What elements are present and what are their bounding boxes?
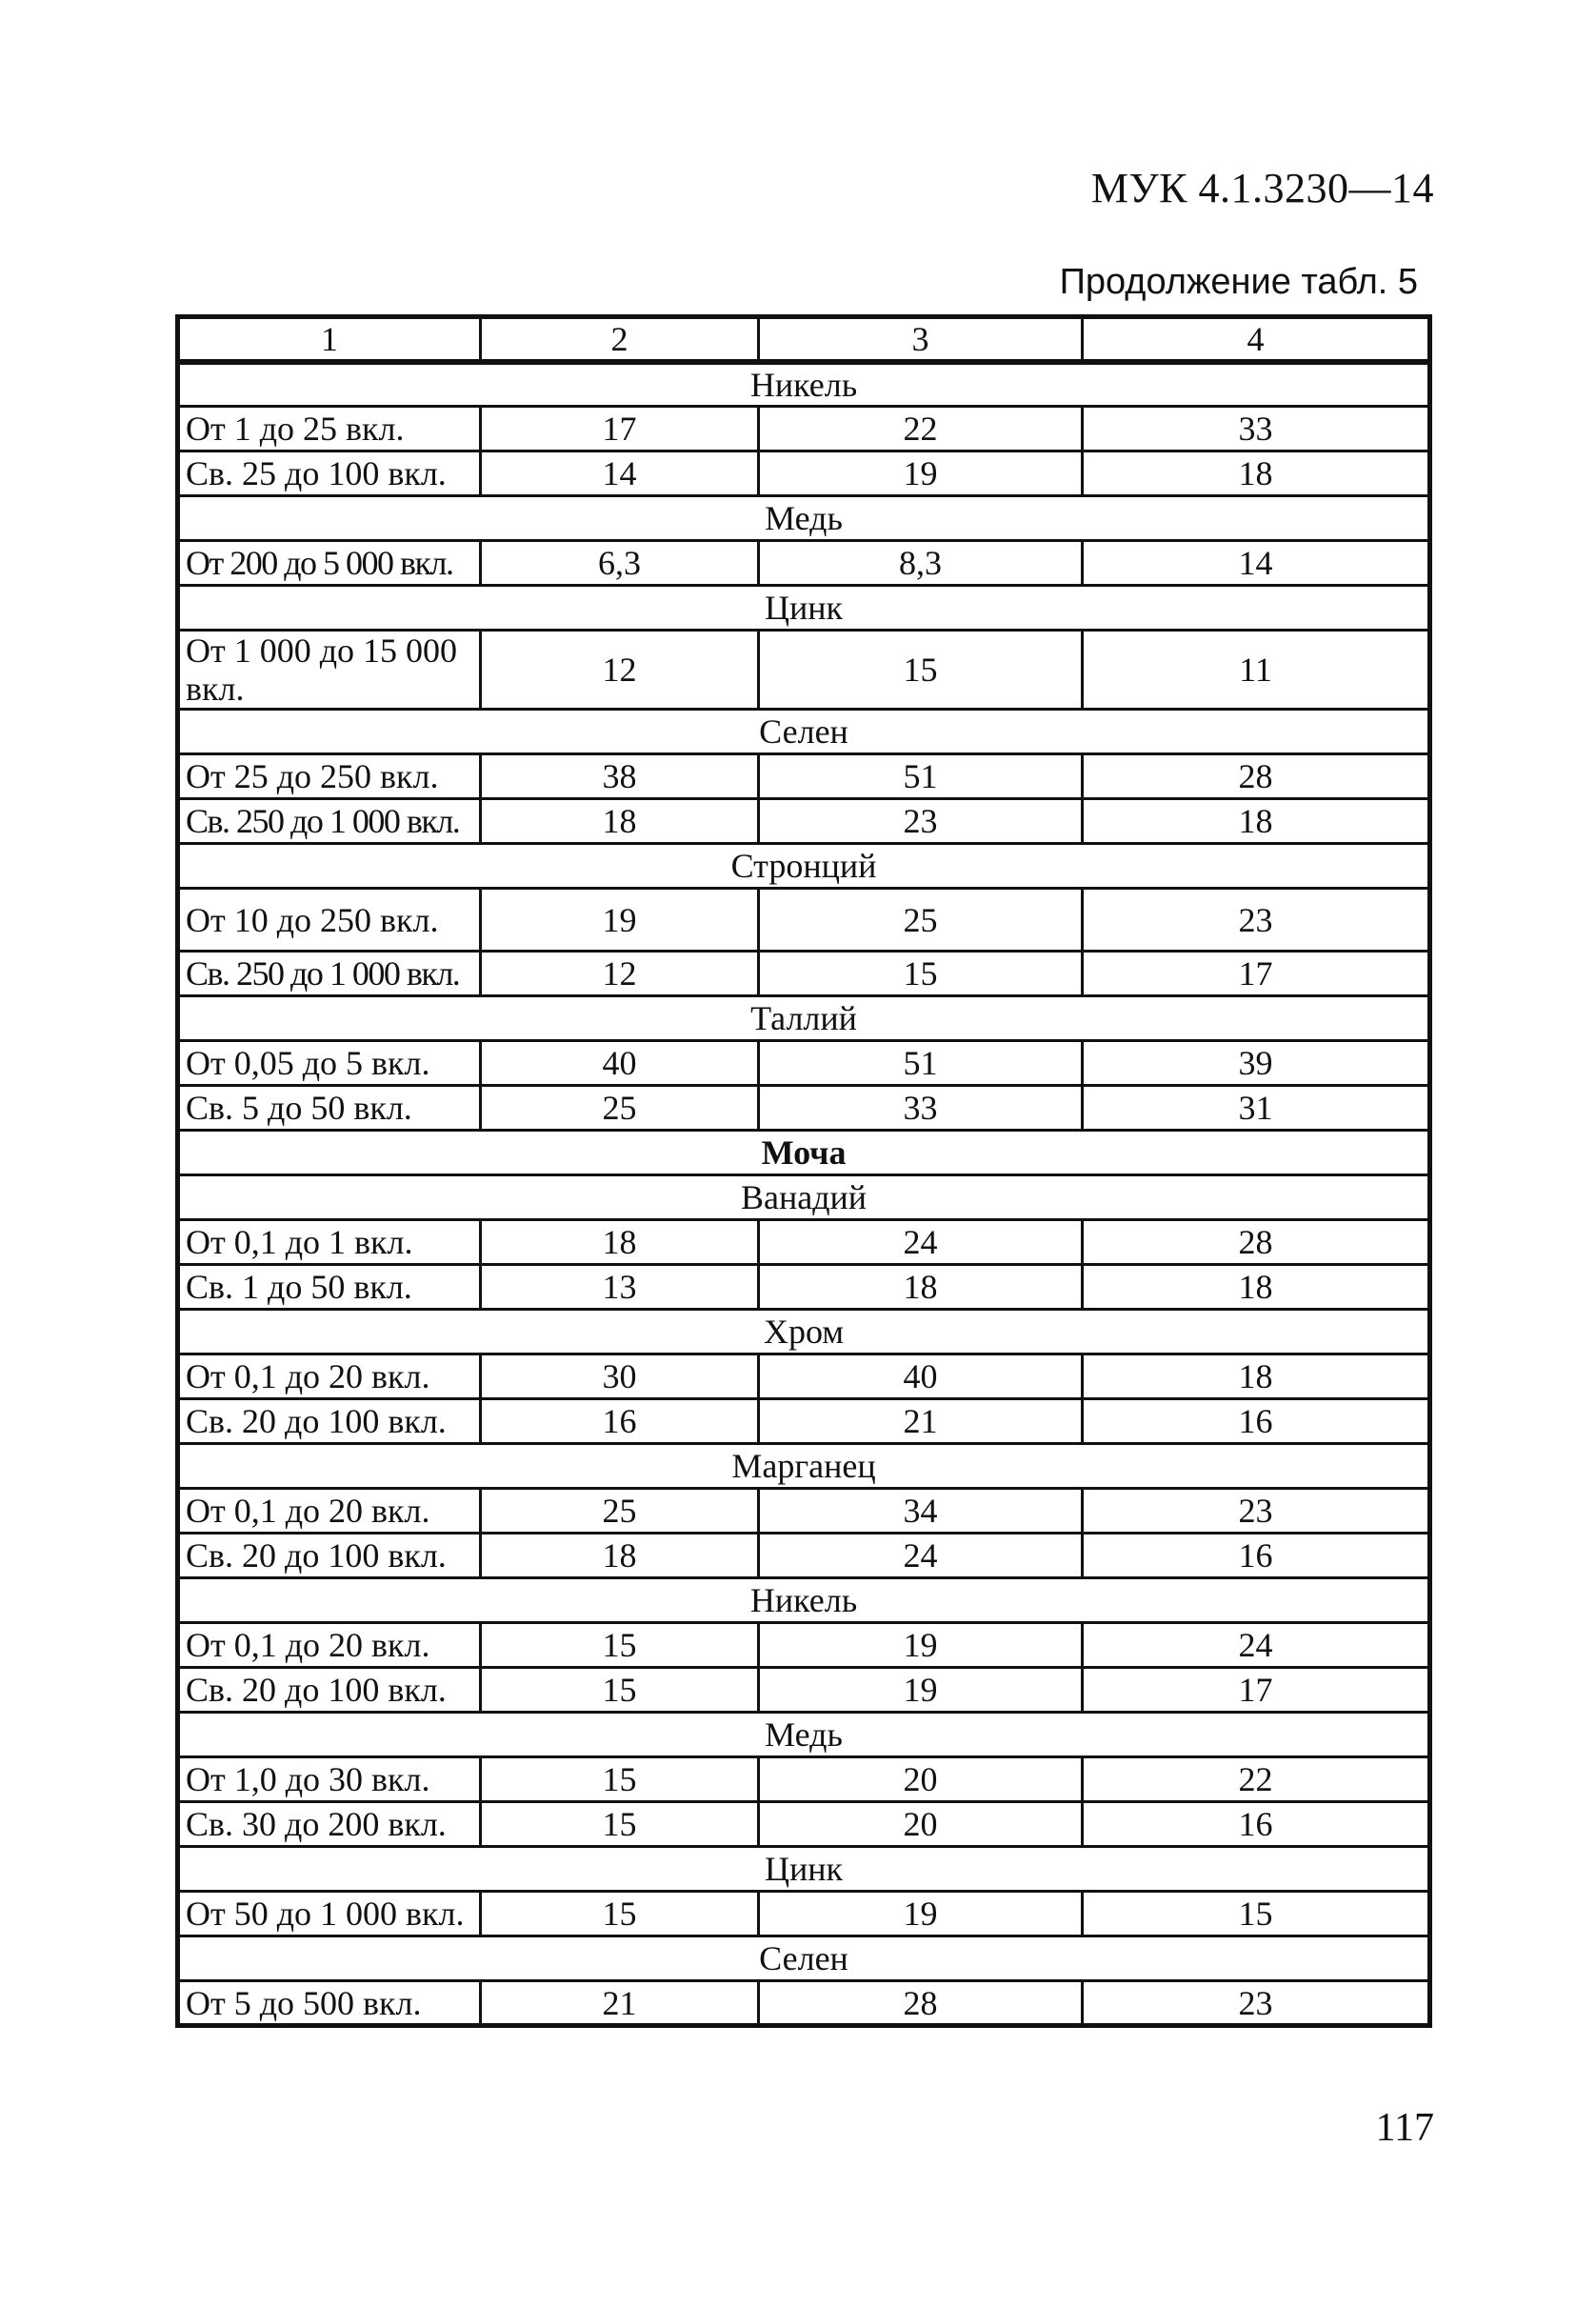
value-cell: 39 <box>1083 1041 1430 1086</box>
value-cell: 34 <box>759 1489 1083 1534</box>
table-row <box>178 1220 1430 1265</box>
value-cell: 51 <box>759 1041 1083 1086</box>
value-cell: 13 <box>481 1265 759 1310</box>
value-cell: 24 <box>759 1220 1083 1265</box>
value-cell: 15 <box>1083 1892 1430 1936</box>
element-name: Ванадий <box>178 1175 1430 1220</box>
element-group-row <box>178 1444 1430 1489</box>
range-cell: От 50 до 1 000 вкл. <box>178 1892 481 1936</box>
value-cell: 40 <box>481 1041 759 1086</box>
table-row <box>178 1892 1430 1936</box>
element-group-row <box>178 362 1430 407</box>
element-name: Марганец <box>178 1444 1430 1489</box>
value-cell: 23 <box>1083 1489 1430 1534</box>
value-cell: 33 <box>1083 407 1430 451</box>
value-cell: 18 <box>1083 1354 1430 1399</box>
range-cell: От 0,1 до 20 вкл. <box>178 1623 481 1668</box>
range-cell: От 0,1 до 20 вкл. <box>178 1489 481 1534</box>
value-cell: 23 <box>759 799 1083 844</box>
value-cell: 18 <box>481 1220 759 1265</box>
table-continuation-label: Продолжение табл. 5 <box>1059 262 1418 302</box>
value-cell: 6,3 <box>481 541 759 586</box>
value-cell: 15 <box>759 631 1083 710</box>
value-cell: 18 <box>1083 799 1430 844</box>
range-cell: Св. 30 до 200 вкл. <box>178 1802 481 1847</box>
range-cell: От 1,0 до 30 вкл. <box>178 1757 481 1802</box>
element-name: Цинк <box>178 586 1430 631</box>
page-number: 117 <box>1375 2106 1434 2150</box>
value-cell: 22 <box>759 407 1083 451</box>
element-group-row <box>178 586 1430 631</box>
value-cell: 15 <box>481 1757 759 1802</box>
range-cell: От 0,1 до 20 вкл. <box>178 1354 481 1399</box>
element-group-row <box>178 1713 1430 1757</box>
table-row <box>178 1265 1430 1310</box>
value-cell: 21 <box>481 1981 759 2026</box>
table-row <box>178 754 1430 799</box>
value-cell: 16 <box>1083 1534 1430 1578</box>
element-group-row <box>178 1847 1430 1892</box>
value-cell: 18 <box>1083 1265 1430 1310</box>
value-cell: 21 <box>759 1399 1083 1444</box>
value-cell: 51 <box>759 754 1083 799</box>
value-cell: 20 <box>759 1802 1083 1847</box>
range-cell: От 5 до 500 вкл. <box>178 1981 481 2026</box>
table-row <box>178 799 1430 844</box>
value-cell: 15 <box>481 1802 759 1847</box>
table-row <box>178 1354 1430 1399</box>
range-cell: Св. 250 до 1 000 вкл. <box>178 799 481 844</box>
value-cell: 16 <box>481 1399 759 1444</box>
element-name: Медь <box>178 496 1430 541</box>
element-group-row <box>178 996 1430 1041</box>
table-row <box>178 541 1430 586</box>
element-group-row <box>178 1936 1430 1981</box>
value-cell: 24 <box>759 1534 1083 1578</box>
value-cell: 22 <box>1083 1757 1430 1802</box>
value-cell: 24 <box>1083 1623 1430 1668</box>
table-row <box>178 1757 1430 1802</box>
table-row <box>178 952 1430 996</box>
value-cell: 15 <box>481 1623 759 1668</box>
value-cell: 14 <box>1083 541 1430 586</box>
value-cell: 23 <box>1083 889 1430 952</box>
element-name: Таллий <box>178 996 1430 1041</box>
element-group-row <box>178 710 1430 754</box>
table-row <box>178 1623 1430 1668</box>
value-cell: 17 <box>1083 952 1430 996</box>
value-cell: 19 <box>759 451 1083 496</box>
column-header: 4 <box>1083 317 1430 362</box>
range-cell: Св. 20 до 100 вкл. <box>178 1668 481 1713</box>
value-cell: 25 <box>759 889 1083 952</box>
table-row <box>178 1489 1430 1534</box>
value-cell: 31 <box>1083 1086 1430 1131</box>
range-cell: Св. 5 до 50 вкл. <box>178 1086 481 1131</box>
value-cell: 15 <box>481 1892 759 1936</box>
section-row <box>178 1131 1430 1175</box>
value-cell: 25 <box>481 1489 759 1534</box>
value-cell: 15 <box>481 1668 759 1713</box>
value-cell: 19 <box>759 1623 1083 1668</box>
element-name: Медь <box>178 1713 1430 1757</box>
results-table <box>175 314 1432 2028</box>
element-name: Никель <box>178 1578 1430 1623</box>
range-cell: От 10 до 250 вкл. <box>178 889 481 952</box>
element-group-row <box>178 1310 1430 1354</box>
range-cell: Св. 25 до 100 вкл. <box>178 451 481 496</box>
table-row <box>178 1668 1430 1713</box>
table-row <box>178 631 1430 710</box>
element-name: Селен <box>178 710 1430 754</box>
value-cell: 12 <box>481 631 759 710</box>
element-name: Никель <box>178 362 1430 407</box>
value-cell: 23 <box>1083 1981 1430 2026</box>
value-cell: 28 <box>759 1981 1083 2026</box>
element-name: Цинк <box>178 1847 1430 1892</box>
value-cell: 17 <box>1083 1668 1430 1713</box>
value-cell: 25 <box>481 1086 759 1131</box>
value-cell: 38 <box>481 754 759 799</box>
value-cell: 14 <box>481 451 759 496</box>
value-cell: 28 <box>1083 1220 1430 1265</box>
element-group-row <box>178 1175 1430 1220</box>
value-cell: 19 <box>481 889 759 952</box>
value-cell: 16 <box>1083 1399 1430 1444</box>
range-cell: От 0,1 до 1 вкл. <box>178 1220 481 1265</box>
value-cell: 30 <box>481 1354 759 1399</box>
table-header-row <box>178 317 1430 362</box>
element-group-row <box>178 844 1430 889</box>
value-cell: 11 <box>1083 631 1430 710</box>
range-cell: Св. 20 до 100 вкл. <box>178 1399 481 1444</box>
element-group-row <box>178 496 1430 541</box>
column-header: 2 <box>481 317 759 362</box>
range-cell: От 200 до 5 000 вкл. <box>178 541 481 586</box>
table-row <box>178 407 1430 451</box>
range-cell: От 25 до 250 вкл. <box>178 754 481 799</box>
table-row <box>178 1802 1430 1847</box>
element-name: Селен <box>178 1936 1430 1981</box>
range-cell: Св. 1 до 50 вкл. <box>178 1265 481 1310</box>
value-cell: 18 <box>481 799 759 844</box>
range-cell: Св. 20 до 100 вкл. <box>178 1534 481 1578</box>
value-cell: 18 <box>481 1534 759 1578</box>
element-group-row <box>178 1578 1430 1623</box>
value-cell: 20 <box>759 1757 1083 1802</box>
range-cell: От 1 до 25 вкл. <box>178 407 481 451</box>
table-row <box>178 451 1430 496</box>
value-cell: 19 <box>759 1668 1083 1713</box>
value-cell: 12 <box>481 952 759 996</box>
section-title: Моча <box>178 1131 1430 1175</box>
column-header: 1 <box>178 317 481 362</box>
element-name: Хром <box>178 1310 1430 1354</box>
value-cell: 17 <box>481 407 759 451</box>
range-cell: От 0,05 до 5 вкл. <box>178 1041 481 1086</box>
value-cell: 8,3 <box>759 541 1083 586</box>
table-row <box>178 1399 1430 1444</box>
element-name: Стронций <box>178 844 1430 889</box>
value-cell: 28 <box>1083 754 1430 799</box>
range-cell: Св. 250 до 1 000 вкл. <box>178 952 481 996</box>
table-row <box>178 889 1430 952</box>
table-row <box>178 1086 1430 1131</box>
value-cell: 19 <box>759 1892 1083 1936</box>
value-cell: 33 <box>759 1086 1083 1131</box>
value-cell: 18 <box>759 1265 1083 1310</box>
value-cell: 15 <box>759 952 1083 996</box>
document-code: МУК 4.1.3230—14 <box>1090 165 1434 211</box>
table-row <box>178 1981 1430 2026</box>
range-cell: От 1 000 до 15 000 вкл. <box>178 631 481 710</box>
value-cell: 16 <box>1083 1802 1430 1847</box>
column-header: 3 <box>759 317 1083 362</box>
value-cell: 18 <box>1083 451 1430 496</box>
value-cell: 40 <box>759 1354 1083 1399</box>
table-row <box>178 1041 1430 1086</box>
table-row <box>178 1534 1430 1578</box>
